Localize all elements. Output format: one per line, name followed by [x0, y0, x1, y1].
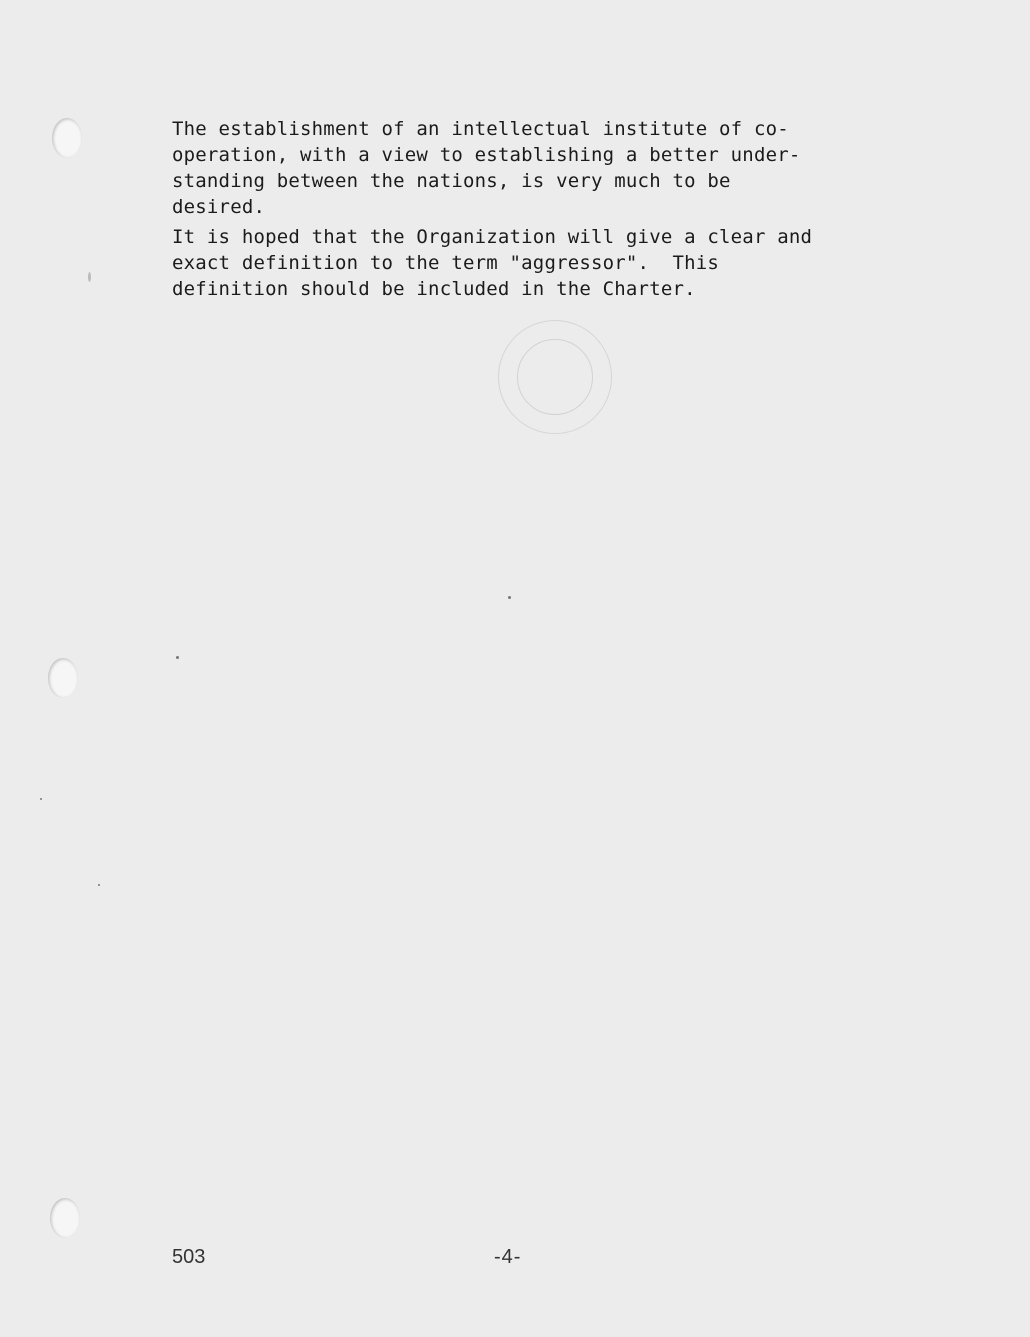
text-line: It is hoped that the Organization will give a clear and: [172, 226, 813, 248]
text-line: definition should be included in the Charter.: [172, 278, 696, 300]
punch-hole: [52, 118, 82, 158]
paragraph-1: [172, 116, 892, 220]
archive-stamp: [498, 320, 612, 434]
text-line: operation, with a view to establishing a better under-: [172, 144, 801, 166]
text-line: The establishment of an intellectual institute of co-: [172, 118, 789, 140]
paper-speck: [176, 656, 179, 659]
page-number: -4-: [494, 1246, 522, 1268]
paper-speck: [88, 272, 91, 282]
punch-hole: [50, 1198, 80, 1238]
paragraph-2: [172, 224, 892, 302]
document-code: 503: [172, 1246, 206, 1268]
paper-speck: [508, 596, 511, 599]
paper-speck: [40, 798, 42, 800]
paper-speck: [98, 884, 100, 886]
punch-hole: [48, 658, 78, 698]
archive-stamp-inner-ring: [517, 339, 593, 415]
text-line: exact definition to the term "aggressor". This: [172, 252, 720, 274]
text-line: desired.: [172, 196, 266, 218]
text-line: standing between the nations, is very much to be: [172, 170, 731, 192]
